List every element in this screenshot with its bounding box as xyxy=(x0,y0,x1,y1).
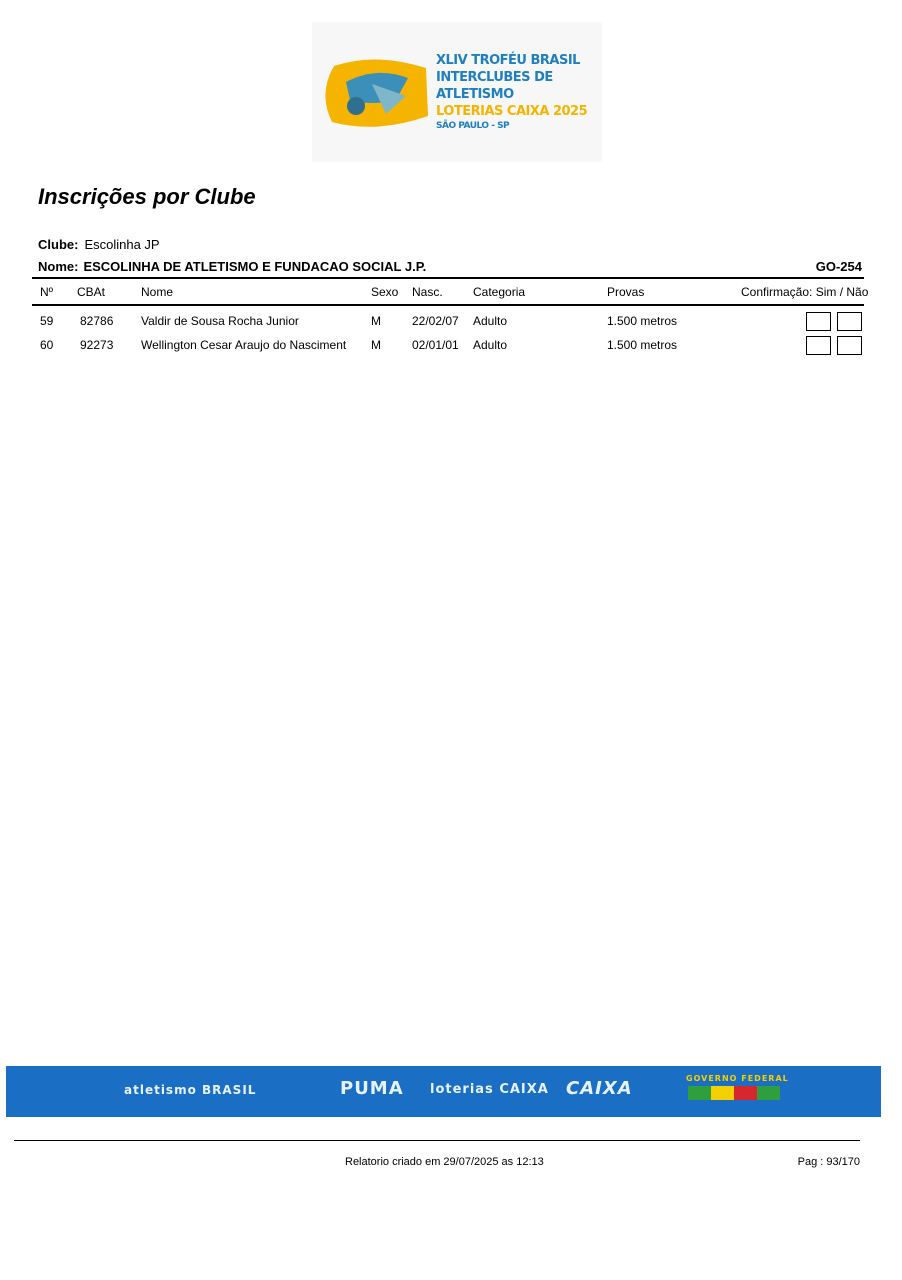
col-header-no: Nº xyxy=(40,285,54,299)
cell-nome: Valdir de Sousa Rocha Junior xyxy=(141,314,299,328)
cell-cbat: 82786 xyxy=(80,314,114,328)
logo-line-4: SÃO PAULO - SP xyxy=(436,121,510,131)
sponsor-atletismo-brasil: atletismo BRASIL xyxy=(124,1083,257,1097)
sponsor-banner xyxy=(6,1066,881,1117)
cell-categoria: Adulto xyxy=(473,314,508,328)
name-label: Nome: xyxy=(38,259,79,274)
cell-provas: 1.500 metros xyxy=(607,314,678,328)
cell-nome: Wellington Cesar Araujo do Nasciment xyxy=(141,338,347,352)
col-header-confirmacao: Confirmação: Sim / Não xyxy=(741,285,869,299)
cell-categoria: Adulto xyxy=(473,338,508,352)
col-header-nome: Nome xyxy=(141,285,174,299)
logo-line-3: LOTERIAS CAIXA 2025 xyxy=(436,104,588,119)
sponsor-caixa: CAIXA xyxy=(566,1078,633,1099)
col-header-nasc: Nasc. xyxy=(412,285,443,299)
name-value: ESCOLINHA DE ATLETISMO E FUNDACAO SOCIAL J.P. xyxy=(83,259,427,274)
col-header-sexo: Sexo xyxy=(371,285,399,299)
sponsor-governo-federal: GOVERNO FEDERAL xyxy=(686,1074,789,1083)
header-top-rule xyxy=(32,277,864,279)
event-logo xyxy=(312,22,602,162)
sponsor-puma: PUMA xyxy=(340,1078,404,1099)
confirm-no-checkbox[interactable] xyxy=(837,336,862,355)
cell-no: 60 xyxy=(40,338,54,352)
club-label: Clube: xyxy=(38,237,79,252)
event-logo-text xyxy=(436,52,602,132)
sponsor-loterias-caixa: loterias CAIXA xyxy=(430,1082,549,1097)
confirm-yes-checkbox[interactable] xyxy=(806,336,831,355)
confirm-yes-checkbox[interactable] xyxy=(806,312,831,331)
cell-sexo: M xyxy=(371,338,381,352)
report-created-text: Relatorio criado em 29/07/2025 as 12:13 xyxy=(345,1156,544,1168)
cell-sexo: M xyxy=(371,314,381,328)
cell-provas: 1.500 metros xyxy=(607,338,678,352)
cell-nasc: 22/02/07 xyxy=(412,314,459,328)
club-value: Escolinha JP xyxy=(84,237,160,252)
club-code: GO-254 xyxy=(815,259,862,274)
cell-no: 59 xyxy=(40,314,54,328)
col-header-cbat: CBAt xyxy=(77,285,106,299)
logo-line-1: XLIV TROFÉU BRASIL xyxy=(436,53,580,68)
page-title: Inscrições por Clube xyxy=(38,184,256,209)
col-header-provas: Provas xyxy=(607,285,645,299)
footer-rule xyxy=(14,1140,860,1141)
header-bottom-rule xyxy=(32,304,864,306)
page-number: Pag : 93/170 xyxy=(797,1156,860,1168)
runner-emblem-icon xyxy=(316,56,436,136)
name-line xyxy=(38,259,864,274)
confirm-no-checkbox[interactable] xyxy=(837,312,862,331)
cell-nasc: 02/01/01 xyxy=(412,338,459,352)
governo-federal-logo xyxy=(688,1086,780,1100)
cell-cbat: 92273 xyxy=(80,338,114,352)
club-line xyxy=(38,237,160,252)
logo-line-2: INTERCLUBES DE ATLETISMO xyxy=(436,70,553,102)
col-header-categoria: Categoria xyxy=(473,285,526,299)
